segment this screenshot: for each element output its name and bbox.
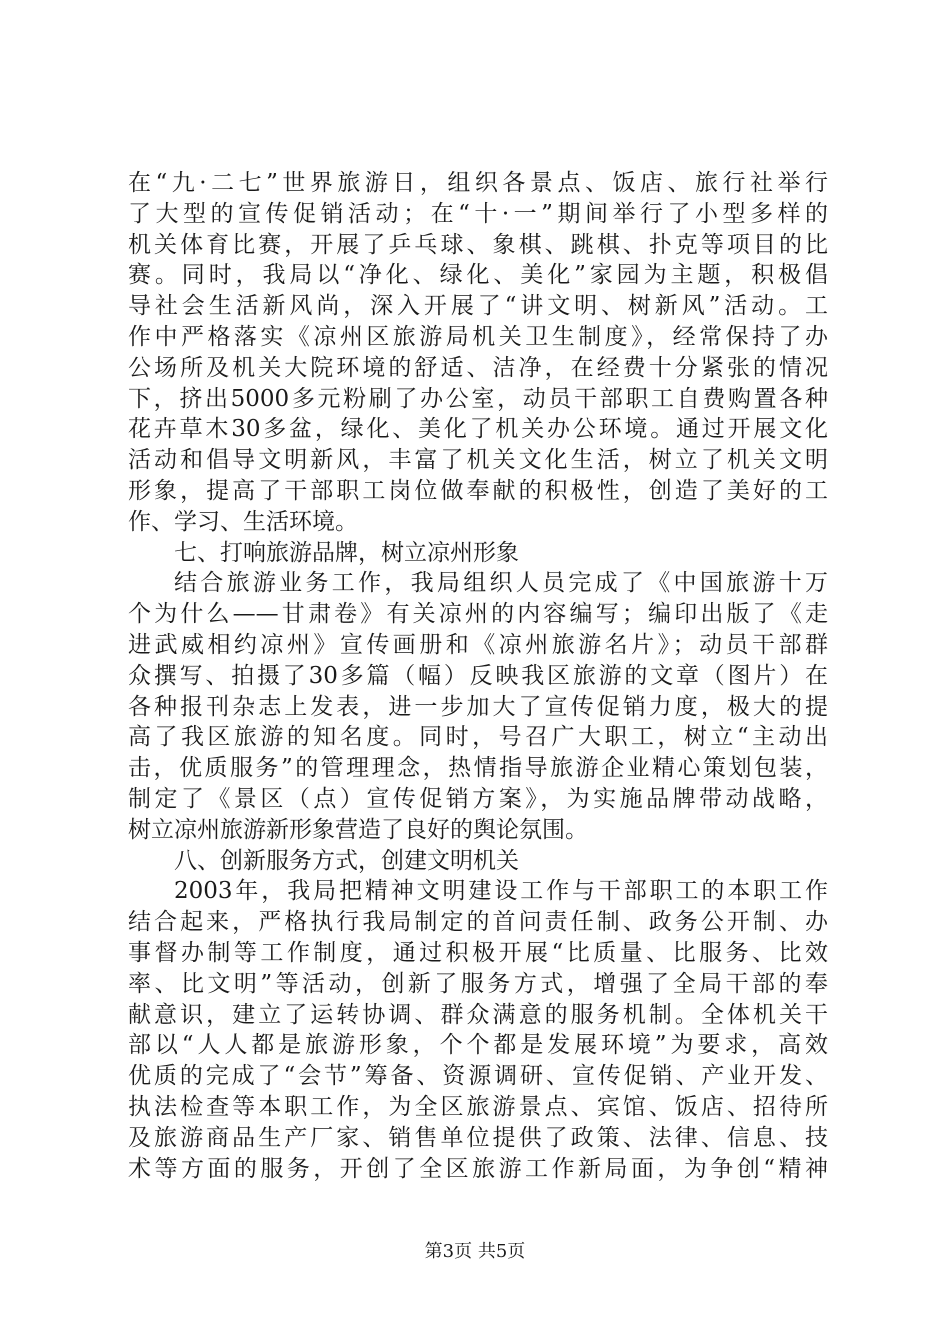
text-line: 执法检查等本职工作，为全区旅游景点、宾馆、饭店、招待所 <box>128 1093 828 1120</box>
text-line: 作中严格落实《凉州区旅游局机关卫生制度》，经常保持了办 <box>128 323 828 350</box>
text-line: 众撰写、拍摄了30多篇（幅）反映我区旅游的文章（图片）在 <box>128 662 828 689</box>
text-line: 献意识，建立了运转协调、群众满意的服务机制。全体机关干 <box>128 1001 828 1028</box>
text-line: 部以“人人都是旅游形象，个个都是发展环境”为要求，高效 <box>128 1032 828 1059</box>
text-line: 结合旅游业务工作，我局组织人员完成了《中国旅游十万 <box>174 570 828 597</box>
text-line: 及旅游商品生产厂家、销售单位提供了政策、法律、信息、技 <box>128 1124 828 1151</box>
text-line: 赛。同时，我局以“净化、绿化、美化”家园为主题，积极倡 <box>128 262 828 289</box>
text-line: 个为什么——甘肃卷》有关凉州的内容编写；编印出版了《走 <box>128 601 828 628</box>
text-line: 形象，提高了干部职工岗位做奉献的积极性，创造了美好的工 <box>128 477 828 504</box>
text-line: 事督办制等工作制度，通过积极开展“比质量、比服务、比效 <box>128 939 828 966</box>
section-heading: 八、创新服务方式，创建文明机关 <box>174 847 519 874</box>
text-line: 进武威相约凉州》宣传画册和《凉州旅游名片》；动员干部群 <box>128 631 828 658</box>
text-line: 花卉草木30多盆，绿化、美化了机关办公环境。通过开展文化 <box>128 416 828 443</box>
text-line: 术等方面的服务，开创了全区旅游工作新局面，为争创“精神 <box>128 1155 828 1182</box>
text-line: 2003年，我局把精神文明建设工作与干部职工的本职工作 <box>174 878 828 905</box>
section-heading: 七、打响旅游品牌，树立凉州形象 <box>174 539 519 566</box>
text-line: 了大型的宣传促销活动；在“十·一”期间举行了小型多样的 <box>128 200 828 227</box>
text-line: 优质的完成了“会节”筹备、资源调研、宣传促销、产业开发、 <box>128 1063 828 1090</box>
text-line: 下，挤出5000多元粉刷了办公室，动员干部职工自费购置各种 <box>128 385 828 412</box>
text-line: 作、学习、生活环境。 <box>128 508 358 535</box>
text-line: 树立凉州旅游新形象营造了良好的舆论氛围。 <box>128 816 588 843</box>
text-line: 高了我区旅游的知名度。同时，号召广大职工，树立“主动出 <box>128 724 828 751</box>
document-body <box>128 168 828 1184</box>
text-line: 率、比文明”等活动，创新了服务方式，增强了全局干部的奉 <box>128 970 828 997</box>
page-footer: 第3页 共5页 <box>424 1241 526 1262</box>
text-line: 公场所及机关大院环境的舒适、洁净，在经费十分紧张的情况 <box>128 354 828 381</box>
text-line: 活动和倡导文明新风，丰富了机关文化生活，树立了机关文明 <box>128 447 828 474</box>
text-line: 机关体育比赛，开展了乒乓球、象棋、跳棋、扑克等项目的比 <box>128 231 828 258</box>
text-line: 击，优质服务”的管理理念，热情指导旅游企业精心策划包装， <box>128 755 828 782</box>
text-line: 在“九·二七”世界旅游日，组织各景点、饭店、旅行社举行 <box>128 170 828 196</box>
text-line: 制定了《景区（点）宣传促销方案》，为实施品牌带动战略， <box>128 785 828 812</box>
text-line: 导社会生活新风尚，深入开展了“讲文明、树新风”活动。工 <box>128 293 828 320</box>
text-line: 各种报刊杂志上发表，进一步加大了宣传促销力度，极大的提 <box>128 693 828 720</box>
text-line: 结合起来，严格执行我局制定的首问责任制、政务公开制、办 <box>128 909 828 936</box>
